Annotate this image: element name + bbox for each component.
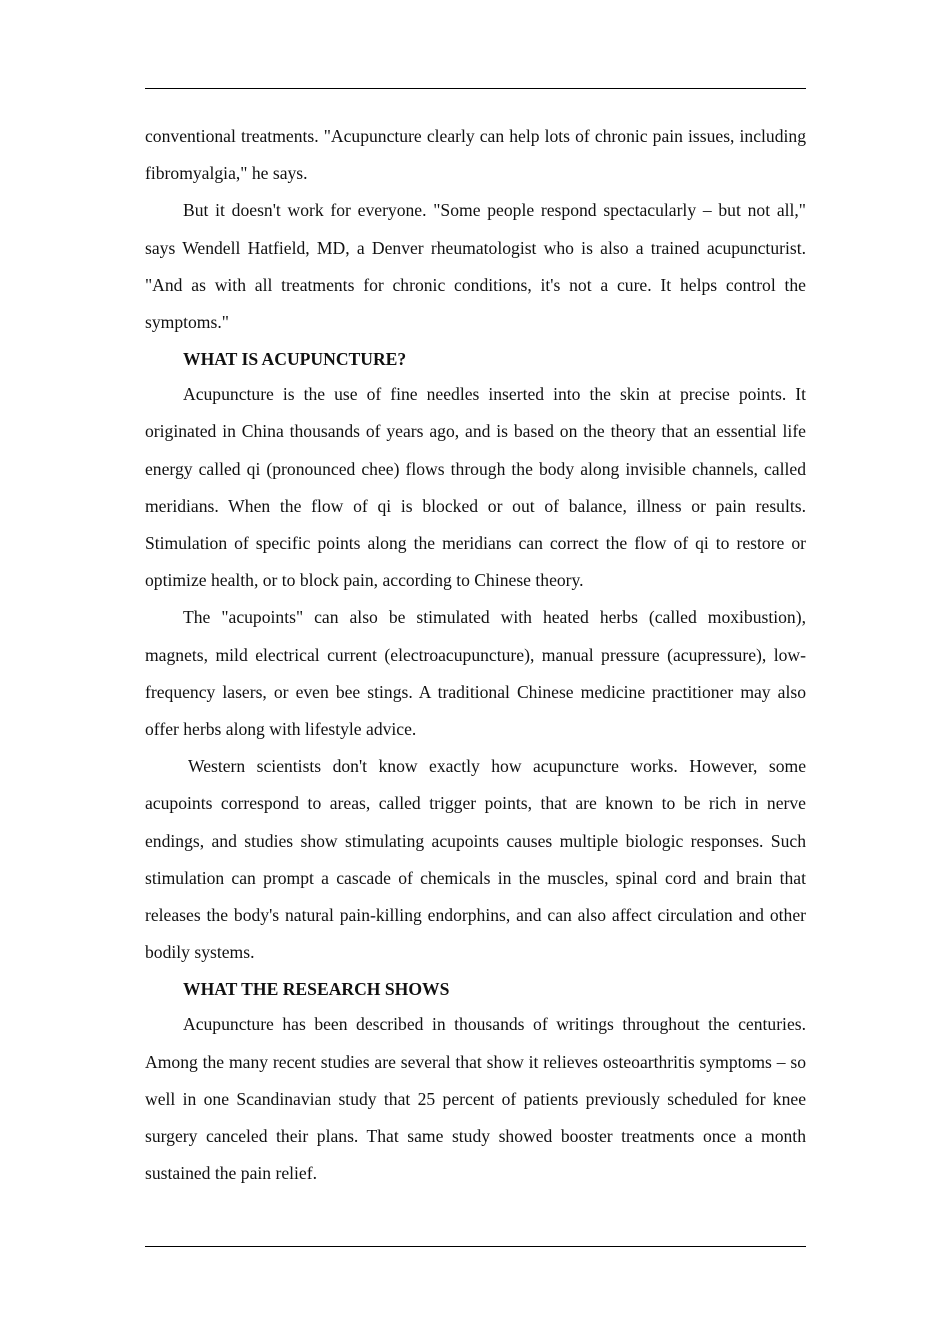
paragraph-acupoints-stimulation: The "acupoints" can also be stimulated with heated herbs (called moxibustion), magnets, mild electrical current (electroacupuncture), manual pressure (acupressure), low-frequency lasers, or even bee stings. A traditional Chinese medicine practitioner may also offer herbs along with lifestyle advice.	[145, 607, 806, 740]
paragraph-hatfield-quote: But it doesn't work for everyone. "Some people respond spectacularly – but not all," says Wendell Hatfield, MD, a Denver rheumatologist who is also a trained acupuncturist. "And as with all treatments for chronic conditions, it's not a cure. It helps control the symptoms."	[145, 200, 806, 333]
section-heading-what-is-acupuncture: WHAT IS ACUPUNCTURE?	[183, 349, 407, 370]
paragraph-western-science: Western scientists don't know exactly how acupuncture works. However, some acupoints correspond to areas, called trigger points, that are known to be rich in nerve endings, and studies show stimulating acupoints causes multiple biologic responses. Such stimulation can prompt a cascade of chemicals in the muscles, spinal cord and brain that releases the body's natural pain-killing endorphins, and can also affect circulation and other bodily systems.	[145, 756, 806, 963]
paragraph-research-findings: Acupuncture has been described in thousands of writings throughout the centuries. Among the many recent studies are several that show it relieves osteoarthritis symptoms – so well in one Scandinavian study that 25 percent of patients previously scheduled for knee surgery canceled their plans. That same study showed booster treatments once a month sustained the pain relief.	[145, 1014, 806, 1184]
paragraph-acupuncture-definition: Acupuncture is the use of fine needles inserted into the skin at precise points. It originated in China thousands of years ago, and is based on the theory that an essential life energy called qi (pronounced chee) flows through the body along invisible channels, called meridians. When the flow of qi is blocked or out of balance, illness or pain results. Stimulation of specific points along the meridians can correct the flow of qi to restore or optimize health, or to block pain, according to Chinese theory.	[145, 384, 806, 591]
document-body	[145, 118, 806, 1192]
paragraph-continuation: conventional treatments. "Acupuncture clearly can help lots of chronic pain issues, including fibromyalgia," he says.	[145, 126, 806, 184]
section-heading-research-shows: WHAT THE RESEARCH SHOWS	[183, 979, 450, 1000]
footer-rule	[145, 1246, 806, 1247]
header-rule	[145, 88, 806, 89]
